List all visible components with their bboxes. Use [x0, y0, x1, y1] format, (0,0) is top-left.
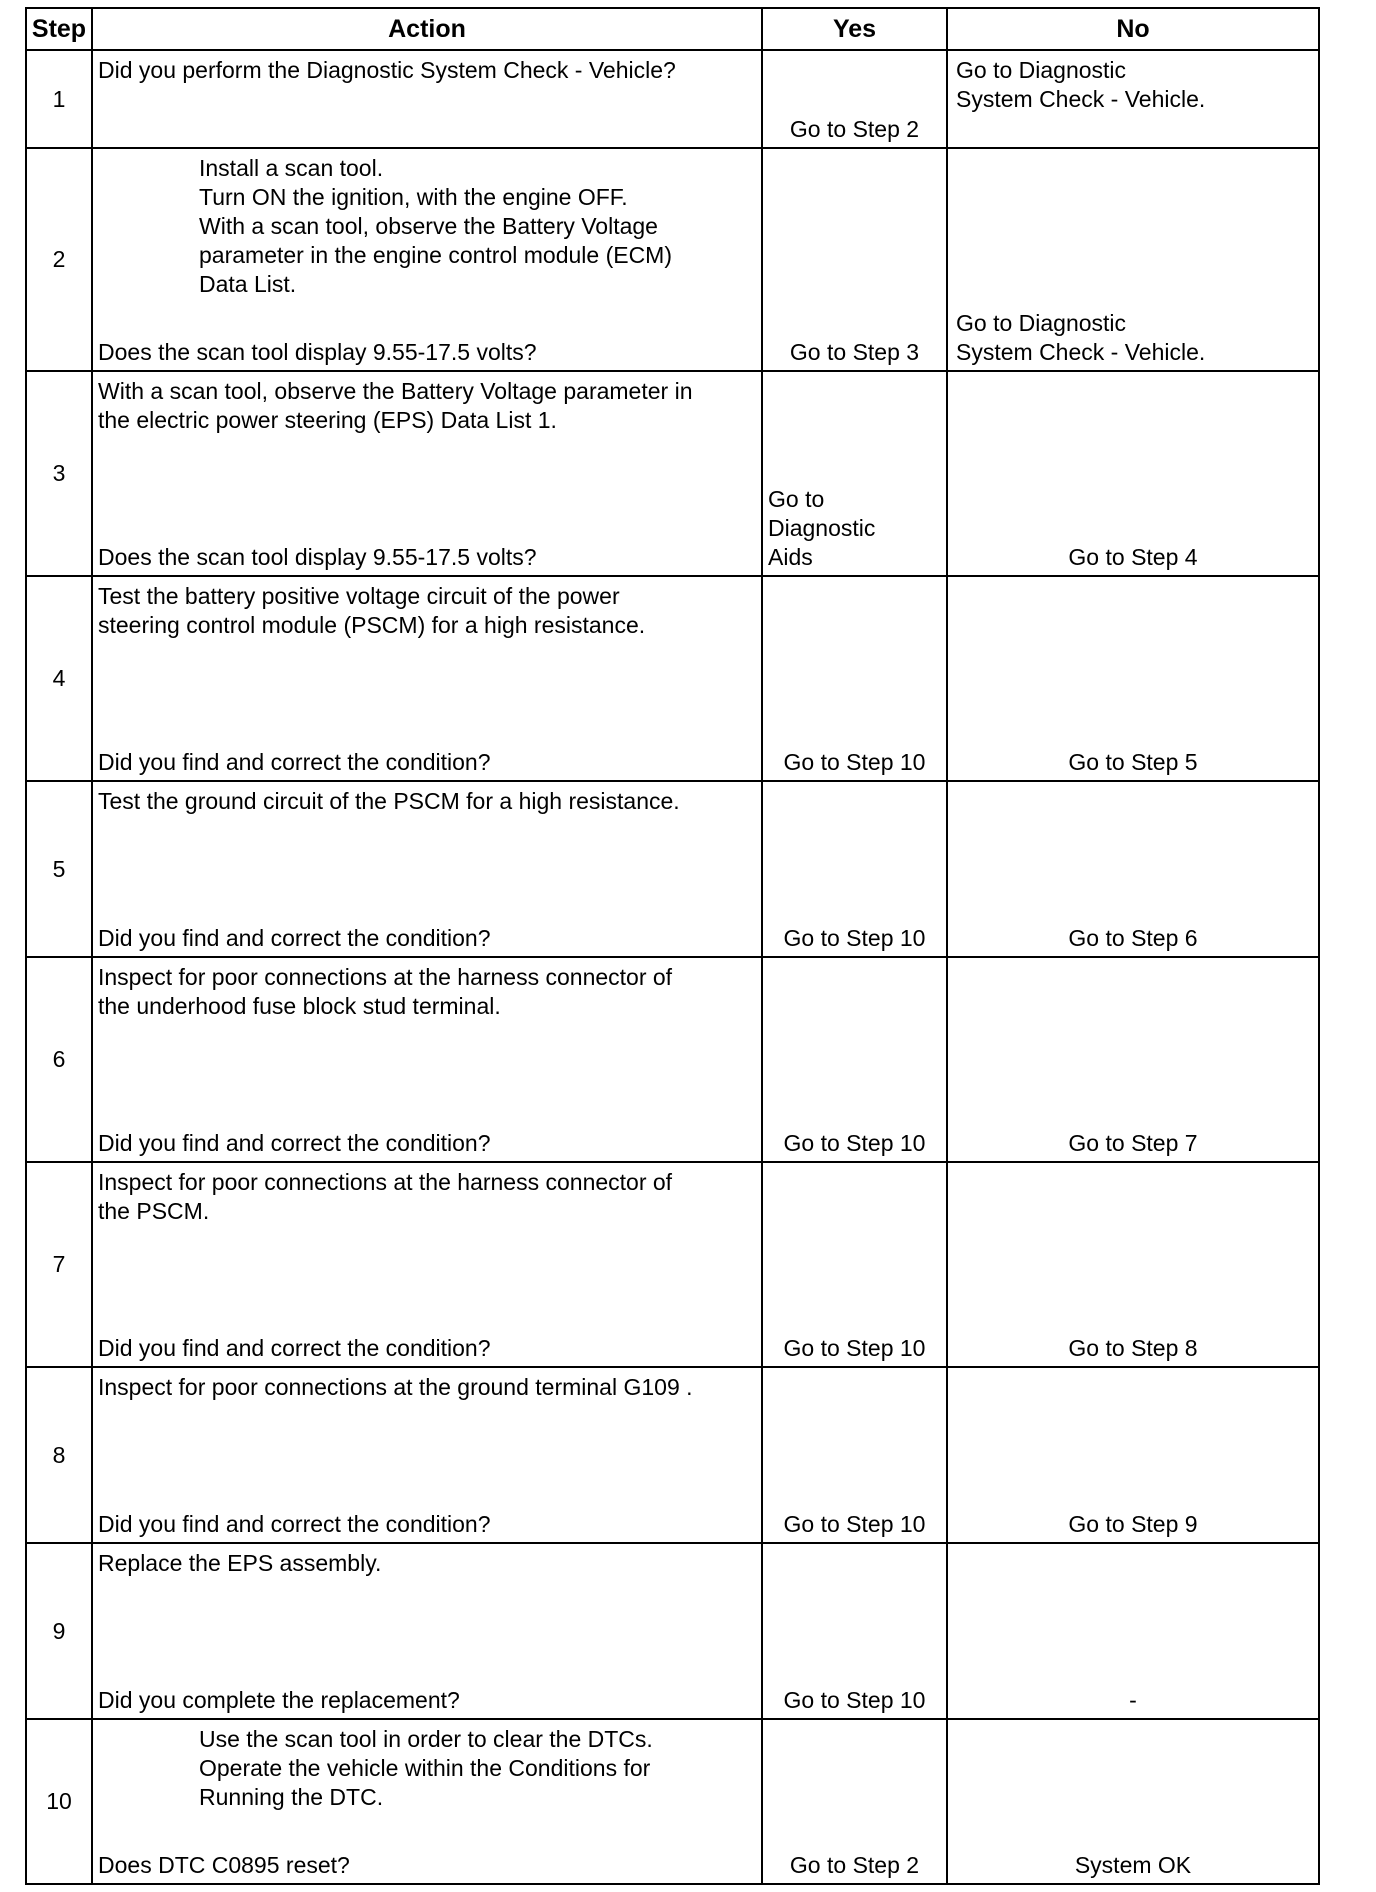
- action-question: Did you find and correct the condition?: [98, 749, 491, 775]
- action-cell: [92, 1162, 762, 1367]
- step-number: 9: [26, 1543, 92, 1719]
- action-question: Does DTC C0895 reset?: [98, 1852, 350, 1878]
- yes-link[interactable]: Go to Step 10: [783, 1687, 926, 1713]
- no-cell: [947, 1719, 1319, 1884]
- action-line: With a scan tool, observe the Battery Voltage: [199, 213, 658, 239]
- yes-cell: [762, 1367, 947, 1543]
- yes-cell: [762, 148, 947, 371]
- no-cell: [947, 1543, 1319, 1719]
- yes-link[interactable]: Go to Step 10: [783, 1511, 926, 1537]
- no-cell: [947, 148, 1319, 371]
- no-link[interactable]: Go to Step 7: [1068, 1130, 1198, 1156]
- action-cell: [92, 148, 762, 371]
- yes-link[interactable]: Go to Step 2: [789, 116, 920, 142]
- action-question: Does the scan tool display 9.55-17.5 volts?: [98, 544, 537, 570]
- step-number: 4: [26, 576, 92, 781]
- action-cell: [92, 50, 762, 148]
- action-cell: [92, 371, 762, 576]
- yes-link[interactable]: Go to Step 2: [789, 1852, 920, 1878]
- action-cell: [92, 1543, 762, 1719]
- action-line: Replace the EPS assembly.: [98, 1550, 382, 1576]
- action-line: steering control module (PSCM) for a high resistance.: [98, 612, 646, 638]
- step-row: [26, 50, 1319, 148]
- action-cell: [92, 576, 762, 781]
- step-row: [26, 1543, 1319, 1719]
- no-cell: [947, 1162, 1319, 1367]
- yes-cell: [762, 781, 947, 957]
- yes-cell: [762, 371, 947, 576]
- no-link[interactable]: Go to Step 5: [1068, 749, 1198, 775]
- yes-cell: [762, 1162, 947, 1367]
- step-number: 5: [26, 781, 92, 957]
- action-question: Did you find and correct the condition?: [98, 925, 491, 951]
- action-line: Test the ground circuit of the PSCM for a high resistance.: [98, 788, 680, 814]
- step-number: 7: [26, 1162, 92, 1367]
- action-line: Turn ON the ignition, with the engine OFF.: [199, 184, 628, 210]
- yes-cell: [762, 50, 947, 148]
- header-action: Action: [92, 8, 762, 50]
- yes-link[interactable]: Go to Step 3: [789, 339, 920, 365]
- no-link[interactable]: Go to Diagnostic System Check - Vehicle.: [956, 310, 1206, 365]
- step-row: [26, 1367, 1319, 1543]
- no-link: -: [1129, 1687, 1137, 1713]
- action-question: Did you find and correct the condition?: [98, 1130, 491, 1156]
- step-number: 8: [26, 1367, 92, 1543]
- no-cell: [947, 371, 1319, 576]
- header-row: [26, 8, 1319, 50]
- no-link: System OK: [1074, 1852, 1192, 1878]
- header-no: No: [947, 8, 1319, 50]
- step-number: 1: [26, 50, 92, 148]
- no-cell: [947, 781, 1319, 957]
- action-question: Did you find and correct the condition?: [98, 1511, 491, 1537]
- action-line: With a scan tool, observe the Battery Voltage parameter in: [98, 378, 693, 404]
- no-link[interactable]: Go to Step 8: [1068, 1335, 1198, 1361]
- no-link[interactable]: Go to Step 6: [1068, 925, 1198, 951]
- action-line: Running the DTC.: [199, 1784, 384, 1810]
- action-line: parameter in the engine control module (ECM): [199, 242, 673, 268]
- no-link[interactable]: Go to Diagnostic System Check - Vehicle.: [956, 57, 1206, 112]
- no-cell: [947, 1367, 1319, 1543]
- step-row: [26, 781, 1319, 957]
- action-line: the electric power steering (EPS) Data List 1.: [98, 407, 557, 433]
- action-line: Inspect for poor connections at the ground terminal G109 .: [98, 1374, 693, 1400]
- step-row: [26, 576, 1319, 781]
- yes-link[interactable]: Go to Step 10: [783, 1130, 926, 1156]
- yes-link[interactable]: Go to Step 10: [783, 925, 926, 951]
- no-cell: [947, 50, 1319, 148]
- action-cell: [92, 1719, 762, 1884]
- action-line: Data List.: [199, 271, 297, 297]
- step-row: [26, 957, 1319, 1162]
- action-question: Did you find and correct the condition?: [98, 1335, 491, 1361]
- yes-cell: [762, 1719, 947, 1884]
- diagnostic-table: [25, 7, 1320, 1885]
- action-line: Operate the vehicle within the Conditions for: [199, 1755, 651, 1781]
- header-step: Step: [26, 8, 92, 50]
- action-line: the PSCM.: [98, 1198, 210, 1224]
- action-cell: [92, 781, 762, 957]
- header-yes: Yes: [762, 8, 947, 50]
- action-cell: [92, 957, 762, 1162]
- yes-link[interactable]: Go to Step 10: [783, 749, 926, 775]
- action-line: Use the scan tool in order to clear the DTCs.: [199, 1726, 653, 1752]
- step-row: [26, 1719, 1319, 1884]
- action-cell: [92, 1367, 762, 1543]
- action-line: Did you perform the Diagnostic System Check - Vehicle?: [98, 57, 676, 83]
- yes-link[interactable]: Go to Step 10: [783, 1335, 926, 1361]
- yes-cell: [762, 1543, 947, 1719]
- step-row: [26, 1162, 1319, 1367]
- action-line: Install a scan tool.: [199, 155, 384, 181]
- step-number: 2: [26, 148, 92, 371]
- no-link[interactable]: Go to Step 9: [1068, 1511, 1198, 1537]
- step-number: 6: [26, 957, 92, 1162]
- no-cell: [947, 957, 1319, 1162]
- step-row: [26, 371, 1319, 576]
- action-line: Test the battery positive voltage circuit of the power: [98, 583, 620, 609]
- no-cell: [947, 576, 1319, 781]
- step-number: 3: [26, 371, 92, 576]
- action-question: Does the scan tool display 9.55-17.5 volts?: [98, 339, 537, 365]
- no-link[interactable]: Go to Step 4: [1068, 544, 1198, 570]
- action-line: Inspect for poor connections at the harness connector of: [98, 1169, 673, 1195]
- step-number: 10: [26, 1719, 92, 1884]
- yes-link[interactable]: Go to Diagnostic Aids: [768, 486, 876, 570]
- action-line: Inspect for poor connections at the harness connector of: [98, 964, 673, 990]
- action-line: the underhood fuse block stud terminal.: [98, 993, 501, 1019]
- yes-cell: [762, 576, 947, 781]
- yes-cell: [762, 957, 947, 1162]
- action-question: Did you complete the replacement?: [98, 1687, 460, 1713]
- step-row: [26, 148, 1319, 371]
